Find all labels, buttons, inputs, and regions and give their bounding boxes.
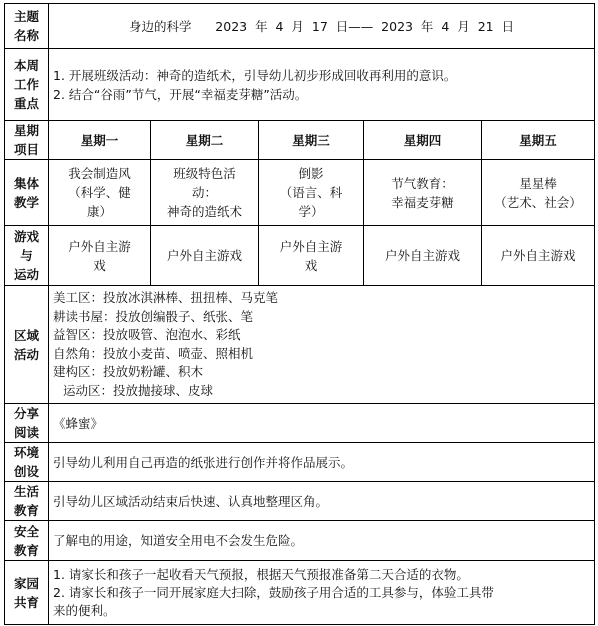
row-header-weekday-item [5,121,49,160]
games-monday [49,226,151,286]
home-school-item: 1. 请家长和孩子一起收看天气预报，根据天气预报准备第二天合适的衣物。 [53,566,469,582]
cell-line: 动： [191,185,217,200]
row-header-text: 与 [20,248,33,263]
row-header-text: 运动 [13,267,39,282]
area-item: 耕读书屋：投放创编骰子、纸张、笔 [53,308,254,324]
cell-line: （语言、科 [279,185,343,200]
row-header-home-school [5,561,49,625]
row-header-weekly-focus [5,49,49,121]
sharing-reading-row [5,404,595,443]
row-header-text: 分享 [13,406,39,421]
cell-line: 户外自主游 [279,238,343,254]
cell-line: 户外自主游戏 [500,248,576,263]
weekday-friday: 星期五 [482,121,595,160]
home-school-item: 2. 请家长和孩子一同开展家庭大扫除，鼓励孩子用合适的工具参与，体验工具带 [53,584,494,600]
games-tuesday [151,226,259,286]
cell-line: 倒影 [298,166,324,181]
cell-line: 康） [86,204,112,219]
weekday-wednesday: 星期三 [259,121,364,160]
home-school-row [5,561,595,625]
environment-row [5,443,595,482]
row-header-text: 安全 [13,523,39,539]
cell-line: 戏 [304,257,318,273]
safety-education-content: 了解电的用途，知道安全用电不会发生危险。 [49,521,595,561]
life-education-content: 引导幼儿区域活动结束后快速、认真地整理区角。 [49,482,595,521]
weekly-focus-content [49,49,595,121]
area-item: 运动区：投放抛接球、皮球 [63,382,214,398]
cell-line: 幸福麦芽糖 [391,194,454,210]
area-activity-row [5,286,595,404]
games-wednesday [259,226,364,286]
theme-row [5,4,595,49]
group-teaching-monday [49,160,151,226]
theme-title [49,4,595,49]
row-header-text: 家园 [13,575,39,591]
cell-line: （科学、健 [68,185,131,200]
cell-line: 我会制造风 [68,166,131,181]
cell-line: 户外自主游 [68,238,131,254]
row-header-text: 生活 [13,484,39,499]
group-teaching-thursday [364,160,482,226]
cell-line: 戏 [93,257,106,273]
row-header-text: 星期 [13,123,39,138]
row-header-theme [5,4,49,49]
row-header-text: 区域 [13,327,39,343]
home-school-content [49,561,595,625]
row-header-text: 重点 [13,96,39,111]
weekday-monday: 星期一 [49,121,151,160]
weekly-plan-table [4,3,595,625]
row-header-environment [5,443,49,482]
group-teaching-row [5,160,595,226]
games-row [5,226,595,286]
row-header-area-activity [5,286,49,404]
weekday-row [5,121,595,160]
cell-line: 神奇的造纸术 [166,204,242,219]
weekday-tuesday: 星期二 [151,121,259,160]
row-header-group-teaching [5,160,49,226]
safety-education-row [5,521,595,561]
row-header-text: 名称 [13,28,39,43]
area-item: 自然角：投放小麦苗、喷壶、照相机 [53,345,254,361]
cell-line: 户外自主游戏 [166,248,242,263]
area-activity-content [49,286,595,404]
games-thursday [364,226,482,286]
weekday-thursday: 星期四 [364,121,482,160]
row-header-text: 工作 [13,77,39,92]
home-school-item: 来的便利。 [53,602,116,618]
row-header-text: 游戏 [13,229,39,244]
cell-line: 班级特色活 [173,166,236,181]
row-header-text: 共育 [13,594,39,610]
row-header-sharing-reading [5,404,49,443]
group-teaching-friday [482,160,595,226]
row-header-text: 教育 [13,542,39,558]
area-item: 美工区：投放冰淇淋棒、扭扭棒、马克笔 [53,290,279,305]
row-header-text: 本周 [13,58,39,73]
weekly-focus-item: 1. 开展班级活动：神奇的造纸术，引导幼儿初步形成回收再利用的意识。 [53,67,457,83]
games-friday [482,226,595,286]
cell-line: 节气教育： [391,175,454,191]
cell-line: 星星棒 [519,175,557,191]
weekly-focus-row [5,49,595,121]
row-header-text: 教育 [13,503,39,518]
life-education-row [5,482,595,521]
group-teaching-wednesday [259,160,364,226]
row-header-text: 环境 [13,445,39,460]
row-header-text: 活动 [13,346,39,362]
row-header-text: 主题 [13,9,39,24]
environment-content: 引导幼儿利用自己再造的纸张进行创作并将作品展示。 [49,443,595,482]
cell-line: （艺术、社会） [494,194,582,210]
row-header-safety-education [5,521,49,561]
theme-title-text: 身边的科学 2023 年 4 月 17 日—— 2023 年 4 月 21 日 [128,18,515,34]
sharing-reading-content: 《蜂蜜》 [49,404,595,443]
cell-line: 户外自主游戏 [384,248,460,263]
row-header-text: 教学 [13,194,39,210]
group-teaching-tuesday [151,160,259,226]
row-header-text: 阅读 [13,425,39,440]
row-header-text: 集体 [13,175,39,191]
weekly-focus-item: 2. 结合“谷雨”节气，开展“幸福麦芽糖”活动。 [53,86,308,102]
row-header-life-education [5,482,49,521]
row-header-text: 项目 [13,142,39,157]
cell-line: 学） [298,204,324,219]
area-item: 益智区：投放吸管、泡泡水、彩纸 [53,327,241,342]
row-header-text: 创设 [13,464,39,479]
row-header-games [5,226,49,286]
area-item: 建构区：投放奶粉罐、积木 [53,364,204,379]
